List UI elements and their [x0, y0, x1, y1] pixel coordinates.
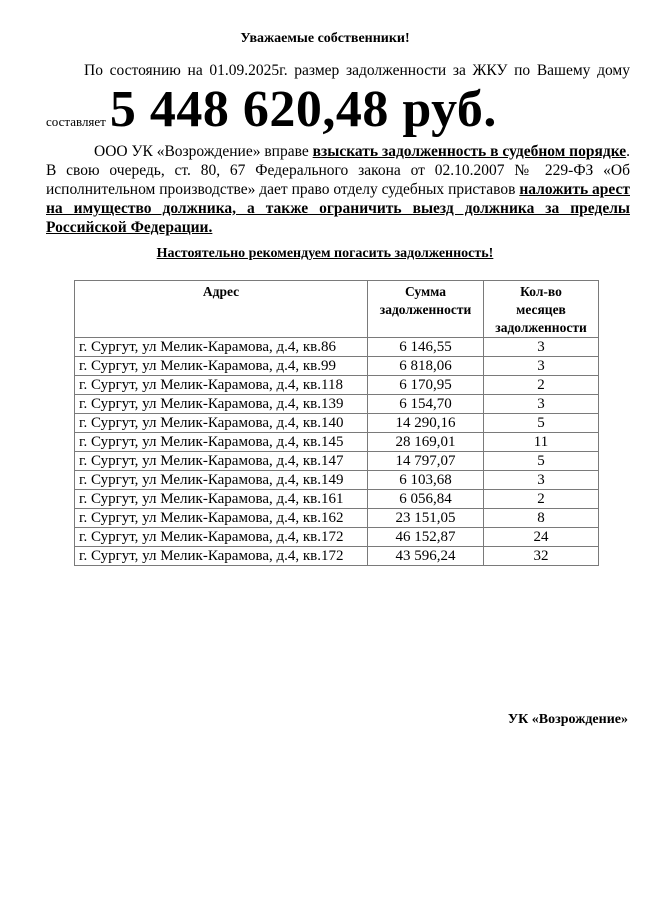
- cell-address: г. Сургут, ул Мелик-Карамова, д.4, кв.140: [75, 414, 368, 433]
- cell-months: 5: [484, 414, 599, 433]
- intro-text: По состоянию на 01.09.2025г. размер задолженности за ЖКУ по Вашему дому: [84, 62, 630, 79]
- cell-sum: 6 170,95: [368, 376, 484, 395]
- cell-sum: 46 152,87: [368, 528, 484, 547]
- total-debt-amount: 5 448 620,48 руб.: [109, 81, 497, 138]
- paragraph-part1: ООО УК «Возрождение» вправе: [94, 143, 313, 160]
- header-address: Адрес: [75, 281, 368, 338]
- cell-months: 5: [484, 452, 599, 471]
- cell-months: 8: [484, 509, 599, 528]
- table-row: [75, 452, 599, 471]
- table-header-row: [75, 281, 599, 338]
- cell-address: г. Сургут, ул Мелик-Карамова, д.4, кв.145: [75, 433, 368, 452]
- cell-address: г. Сургут, ул Мелик-Карамова, д.4, кв.172: [75, 528, 368, 547]
- table-row: [75, 471, 599, 490]
- cell-months: 2: [484, 490, 599, 509]
- cell-address: г. Сургут, ул Мелик-Карамова, д.4, кв.149: [75, 471, 368, 490]
- cell-address: г. Сургут, ул Мелик-Карамова, д.4, кв.172: [75, 547, 368, 566]
- cell-address: г. Сургут, ул Мелик-Карамова, д.4, кв.139: [75, 395, 368, 414]
- cell-months: 3: [484, 395, 599, 414]
- cell-months: 32: [484, 547, 599, 566]
- table-row: [75, 357, 599, 376]
- amount-prefix: составляет: [46, 114, 106, 129]
- cell-sum: 6 146,55: [368, 338, 484, 357]
- header-months: Кол-во месяцев задолженности: [484, 281, 599, 338]
- paragraph-emphasis-2: наложить арест на имущество должника, а также ограничить выезд должника за пределы Российской Федерации.: [46, 181, 630, 236]
- cell-sum: 6 056,84: [368, 490, 484, 509]
- recommendation-heading: Настоятельно рекомендуем погасить задолженность!: [156, 246, 494, 261]
- table-row: [75, 547, 599, 566]
- cell-sum: 6 103,68: [368, 471, 484, 490]
- table-row: [75, 490, 599, 509]
- cell-months: 3: [484, 338, 599, 357]
- cell-months: 3: [484, 471, 599, 490]
- cell-months: 24: [484, 528, 599, 547]
- cell-sum: 14 290,16: [368, 414, 484, 433]
- cell-months: 3: [484, 357, 599, 376]
- signature: УК «Возрождение»: [507, 712, 628, 727]
- cell-months: 2: [484, 376, 599, 395]
- cell-address: г. Сургут, ул Мелик-Карамова, д.4, кв.99: [75, 357, 368, 376]
- cell-address: г. Сургут, ул Мелик-Карамова, д.4, кв.118: [75, 376, 368, 395]
- cell-sum: 6 818,06: [368, 357, 484, 376]
- legal-paragraph: [46, 142, 630, 237]
- cell-sum: 23 151,05: [368, 509, 484, 528]
- table-row: [75, 395, 599, 414]
- cell-months: 11: [484, 433, 599, 452]
- paragraph-emphasis-1: взыскать задолженность в судебном порядке: [312, 143, 627, 160]
- table-row: [75, 509, 599, 528]
- cell-address: г. Сургут, ул Мелик-Карамова, д.4, кв.86: [75, 338, 368, 357]
- cell-address: г. Сургут, ул Мелик-Карамова, д.4, кв.147: [75, 452, 368, 471]
- table-row: [75, 433, 599, 452]
- cell-sum: 43 596,24: [368, 547, 484, 566]
- cell-sum: 14 797,07: [368, 452, 484, 471]
- cell-address: г. Сургут, ул Мелик-Карамова, д.4, кв.162: [75, 509, 368, 528]
- cell-sum: 28 169,01: [368, 433, 484, 452]
- document-title: Уважаемые собственники!: [240, 31, 410, 46]
- table-row: [75, 338, 599, 357]
- table-row: [75, 414, 599, 433]
- paragraph-part2: . В свою очередь, ст. 80, 67 Федерального закона от 02.10.2007 № 229-ФЗ «Об исполнительном производстве» дает право отделу судебных приставов: [46, 143, 630, 198]
- debts-table: [74, 280, 599, 566]
- debt-amount-line: [46, 81, 497, 138]
- header-sum: Сумма задолженности: [368, 281, 484, 338]
- table-row: [75, 376, 599, 395]
- cell-address: г. Сургут, ул Мелик-Карамова, д.4, кв.161: [75, 490, 368, 509]
- table-row: [75, 528, 599, 547]
- cell-sum: 6 154,70: [368, 395, 484, 414]
